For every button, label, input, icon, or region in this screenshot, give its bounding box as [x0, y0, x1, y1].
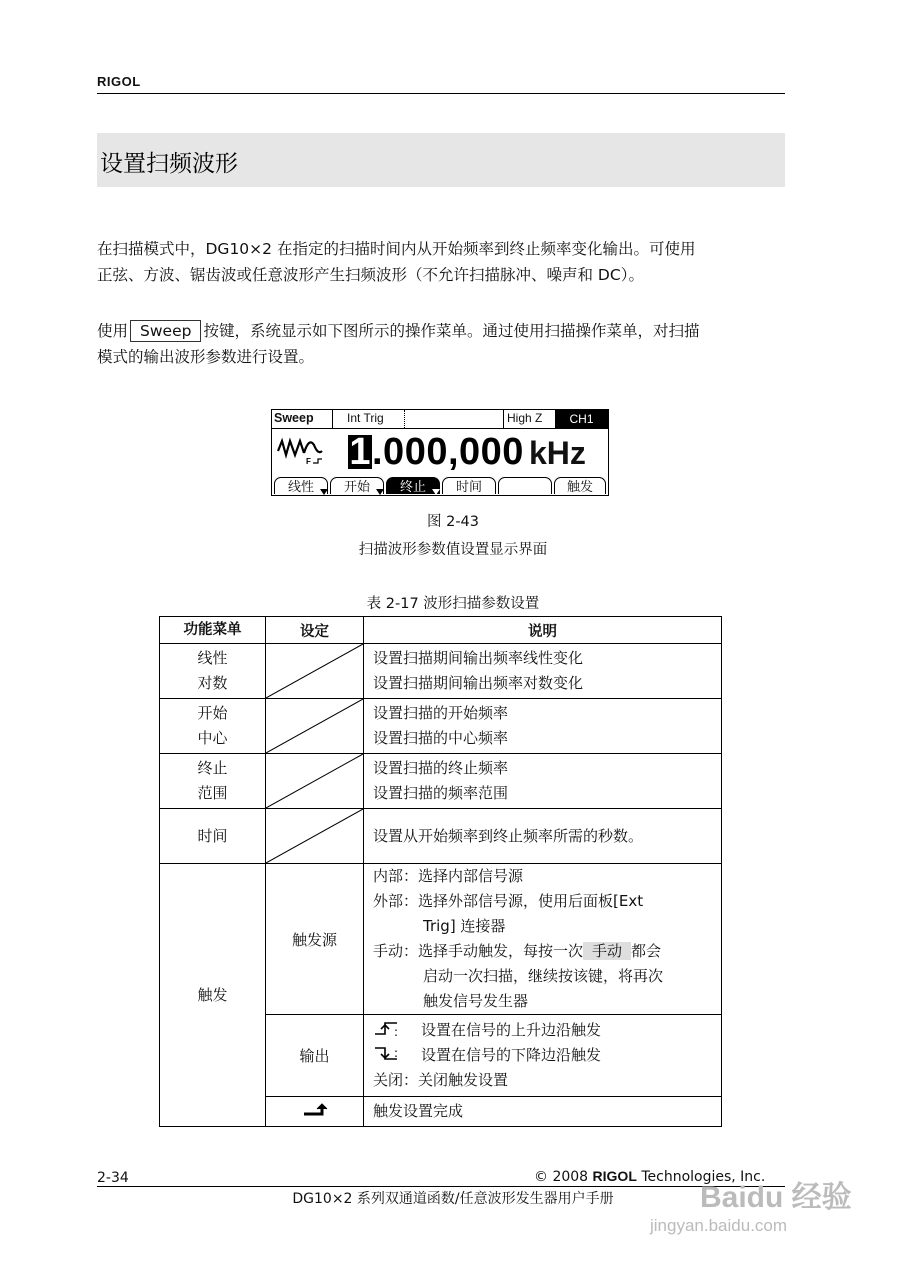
table-row	[160, 809, 722, 864]
usage-line-2: 模式的输出波形参数进行设置。	[97, 348, 315, 366]
instrument-display	[271, 409, 609, 496]
trigger-output-desc	[364, 1015, 722, 1097]
trigger-output-label: 输出	[266, 1015, 364, 1097]
trigger-source-desc	[364, 864, 722, 1015]
mode-label: Sweep	[274, 411, 314, 425]
section-title-bar	[97, 133, 785, 187]
trigger-label: Int Trig	[347, 411, 384, 425]
frequency-unit: kHz	[529, 435, 586, 471]
figure-number: 图 2-43	[426, 514, 480, 530]
softkey-arrow-icon	[432, 489, 440, 495]
header-setting: 设定	[266, 617, 364, 644]
diagonal-line	[266, 699, 363, 753]
softkey-trigger[interactable]: 触发	[554, 477, 606, 494]
channel-badge: CH1	[555, 410, 608, 428]
table-row	[160, 864, 722, 1015]
copyright: © 2008 RIGOL Technologies, Inc.	[534, 1168, 766, 1185]
trigger-source-label: 触发源	[266, 864, 364, 1015]
setting-cell	[266, 809, 364, 864]
header-menu: 功能菜单	[160, 617, 266, 644]
manual-key: 手动	[583, 942, 631, 960]
section-title: 设置扫频波形	[100, 151, 238, 177]
table-caption: 表 2-17 波形扫描参数设置	[366, 596, 540, 612]
svg-text::: :	[394, 1025, 399, 1038]
source-external-cont: Trig] 连接器	[423, 917, 506, 935]
description-cell: 设置扫描期间输出频率线性变化 设置扫描期间输出频率对数变化	[364, 644, 722, 699]
cursor-digit: 1	[349, 431, 371, 473]
menu-cell: 开始 中心	[160, 699, 266, 754]
figure-title: 扫描波形参数值设置显示界面	[358, 542, 548, 558]
table-header-row	[160, 617, 722, 644]
softkey-empty[interactable]	[498, 477, 552, 494]
softkey-start[interactable]: 开始	[330, 477, 384, 494]
usage-post: 按键，系统显示如下图所示的操作菜单。通过使用扫描操作菜单，对扫描	[203, 322, 700, 340]
page-number: 2-34	[97, 1170, 129, 1186]
svg-text:F: F	[306, 457, 311, 466]
source-manual: 手动：选择手动触发，每按一次 手动 都会	[373, 942, 662, 960]
source-internal: 内部：选择内部信号源	[373, 867, 524, 885]
menu-cell: 线性 对数	[160, 644, 266, 699]
usage-line-1	[97, 318, 787, 344]
return-icon	[302, 1103, 328, 1117]
description-cell: 设置扫描的终止频率 设置扫描的频率范围	[364, 754, 722, 809]
diagonal-line	[266, 754, 363, 808]
description-cell: 设置从开始频率到终止频率所需的秒数。	[364, 809, 722, 864]
sweep-key: Sweep	[130, 320, 201, 342]
done-icon-cell	[266, 1097, 364, 1127]
setting-cell	[266, 754, 364, 809]
diagonal-line	[266, 809, 363, 863]
trigger-menu-cell: 触发	[160, 864, 266, 1127]
frequency-value: .000,000	[372, 431, 524, 473]
watermark-text: Baidu 经验	[700, 1181, 852, 1214]
setting-cell	[266, 699, 364, 754]
menu-cell: 时间	[160, 809, 266, 864]
header-description: 说明	[364, 617, 722, 644]
usage-paragraph	[97, 318, 787, 370]
softkey-arrow-icon	[320, 489, 328, 495]
softkey-time[interactable]: 时间	[442, 477, 496, 494]
diagonal-line	[266, 644, 363, 698]
table-row	[160, 699, 722, 754]
menu-cell: 终止 范围	[160, 754, 266, 809]
intro-line-1: 在扫描模式中，DG10×2 在指定的扫描时间内从开始频率到终止频率变化输出。可使用	[97, 240, 696, 258]
output-fall: : 设置在信号的下降边沿触发	[373, 1043, 721, 1068]
softkey-arrow-icon	[376, 489, 384, 495]
softkey-stop[interactable]: 终止	[386, 477, 440, 494]
display-status-bar	[272, 410, 608, 429]
impedance-label: High Z	[507, 411, 543, 425]
setting-cell	[266, 644, 364, 699]
output-rise: : 设置在信号的上升边沿触发	[373, 1018, 721, 1043]
footer-rule	[97, 1186, 785, 1187]
source-external: 外部：选择外部信号源，使用后面板[Ext	[373, 892, 644, 910]
falling-edge-icon	[373, 1045, 401, 1063]
params-table	[159, 616, 722, 1127]
table-row	[160, 754, 722, 809]
intro-paragraph	[97, 236, 787, 288]
watermark-url: jingyan.baidu.com	[650, 1216, 788, 1235]
svg-text::: :	[394, 1046, 399, 1060]
source-manual-cont: 启动一次扫描，继续按该键，将再次	[423, 967, 664, 985]
description-cell: 设置扫描的开始频率 设置扫描的中心频率	[364, 699, 722, 754]
table-row	[160, 644, 722, 699]
manual-title: DG10×2 系列双通道函数/任意波形发生器用户手册	[292, 1191, 614, 1207]
header-rule	[97, 93, 785, 94]
intro-line-2: 正弦、方波、锯齿波或任意波形产生扫频波形（不允许扫描脉冲、噪声和 DC）。	[97, 266, 644, 284]
softkey-linear[interactable]: 线性	[274, 477, 328, 494]
output-off: 关闭：关闭触发设置	[373, 1071, 509, 1089]
rising-edge-icon	[373, 1020, 401, 1038]
done-desc: 触发设置完成	[364, 1097, 722, 1127]
sweep-wave-icon	[276, 433, 332, 467]
usage-pre: 使用	[97, 322, 129, 340]
brand-header: RIGOL	[97, 74, 141, 89]
source-manual-cont: 触发信号发生器	[423, 992, 529, 1010]
